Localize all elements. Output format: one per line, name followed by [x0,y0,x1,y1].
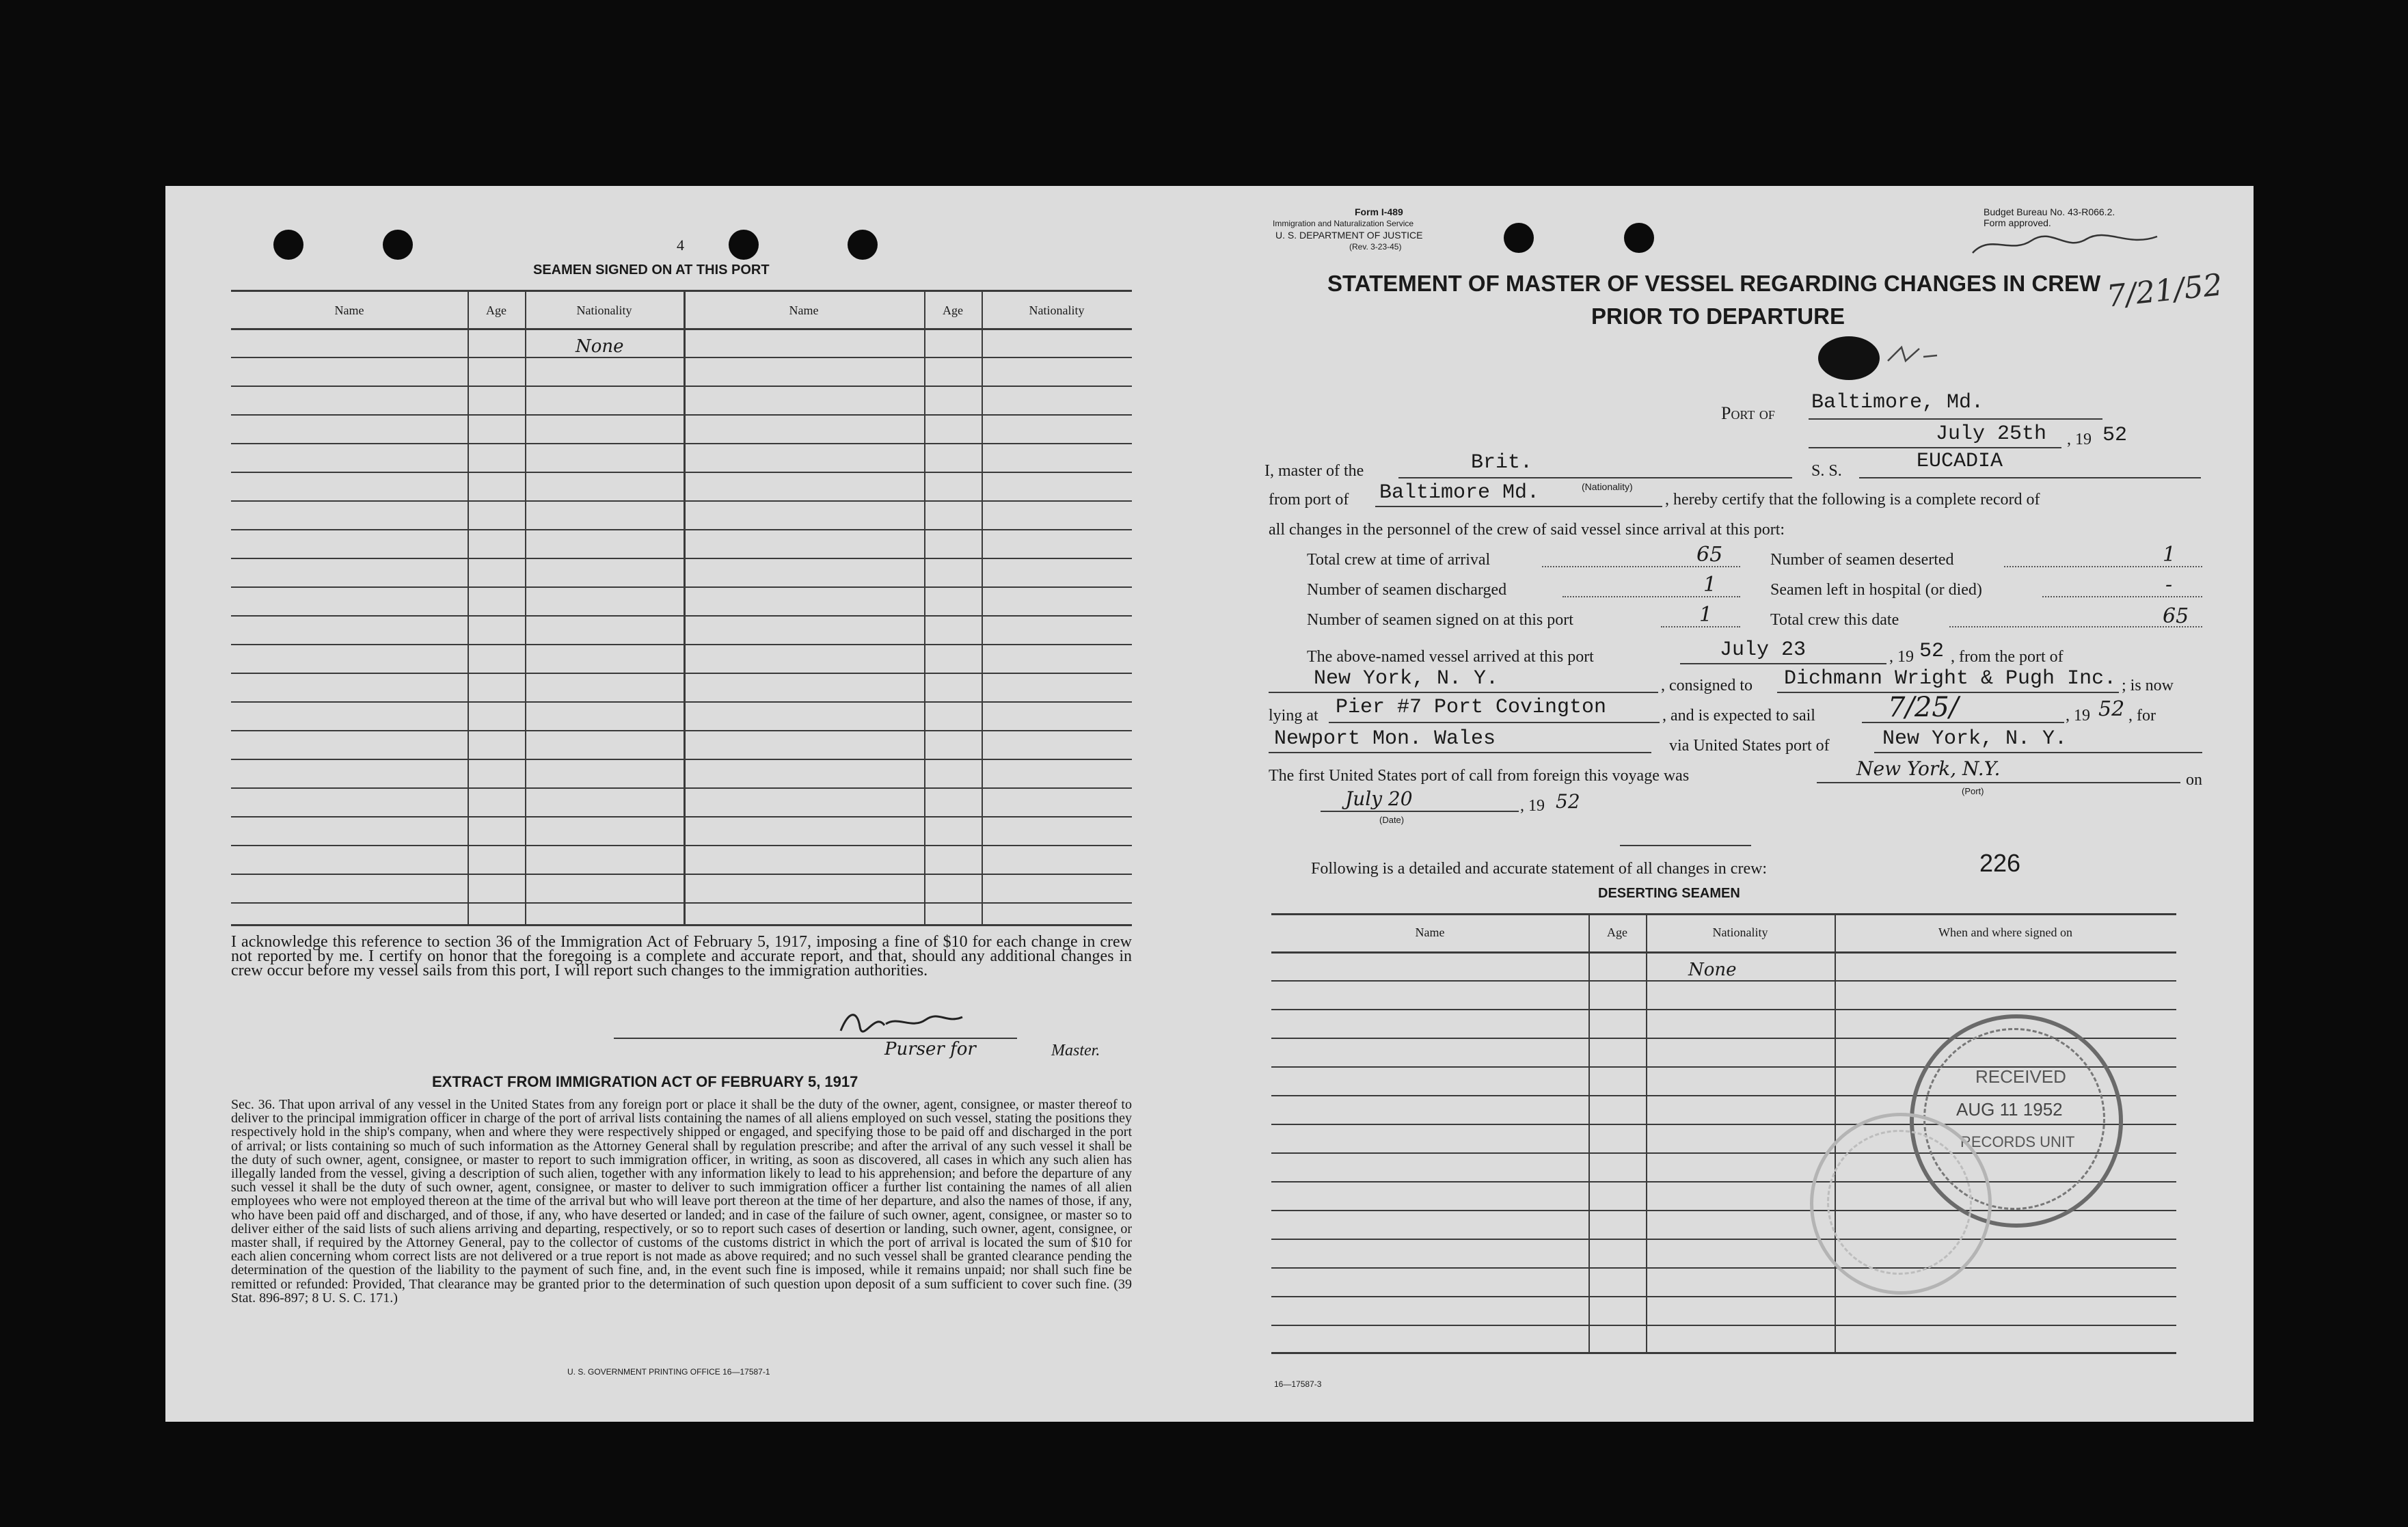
consigned-label: , consigned to [1661,677,1753,694]
port-caption: (Port) [1962,786,1984,796]
nationality-value: Brit. [1471,451,1533,474]
total-crew-date-label: Total crew this date [1770,611,1899,629]
signature-scrawl [837,1006,966,1036]
via-label: via United States port of [1669,737,1830,755]
form-title-line-1: STATEMENT OF MASTER OF VESSEL REGARDING CHANGES IN CREW [1327,271,2101,296]
sail-date-value: 7/25/ [1888,692,1959,723]
binder-hole [1624,223,1654,253]
deserted-value: 1 [2163,543,2176,567]
column-header-name: Name [789,303,819,317]
first-year-value: 52 [1556,790,1580,813]
changes-number: 226 [1979,849,2021,877]
consignee-value: Dichmann Wright & Pugh Inc. [1784,667,2117,690]
revision-date: (Rev. 3-23-45) [1349,242,1402,252]
sail-year-value: 52 [2098,697,2125,721]
following-label: Following is a detailed and accurate statement of all changes in crew: [1311,860,1768,878]
on-label: on [2186,771,2202,789]
stamp-date: AUG 11 1952 [1956,1099,2063,1120]
lying-at-value: Pier #7 Port Covington [1336,696,1607,719]
expected-label: , and is expected to sail [1662,707,1815,725]
form-title-line-2: PRIOR TO DEPARTURE [1591,303,1845,329]
column-header-signed-on: When and where signed on [1938,925,2072,939]
column-header-age: Age [943,303,963,317]
column-header-name: Name [334,303,364,317]
agency-line-1: Immigration and Naturalization Service [1273,219,1414,228]
destination-value: Newport Mon. Wales [1274,727,1496,751]
discharged-value: 1 [1703,573,1717,597]
column-header-age: Age [1607,925,1627,939]
extract-title: EXTRACT FROM IMMIGRATION ACT OF FEBRUARY 5, 1917 [432,1073,858,1090]
budget-bureau: Budget Bureau No. 43-R066.2. [1984,206,2115,217]
from-port-of-label: , from the port of [1951,648,2064,666]
arrived-label: The above-named vessel arrived at this port [1307,648,1594,666]
extract-text: Sec. 36. That upon arrival of any vessel in the United States from any foreign port or place it shall be the duty of the owner, agent, consignee, or master thereof to deliver to the principal immigration officer in charge of the port of arrival lists containing the names of all aliens employed on such vessel, stating the positions they respectively hold in the ship's company, when and where they were respectively shipped or engaged, and specifying those to be paid off and discharged in the port of arrival; or lists containing so much of such information as the Attorney General shall by regulation prescribe; and after the arrival of any such vessel it shall be the duty of such owner, agent, consignee, or master to report to such immigration officer, in writing, as soon as discovered, all cases in which any such alien has illegally landed from the vessel, giving a description of such alien, together with any information likely to lead to his apprehension; and before the departure of any such vessel it shall be the duty of such owner, agent, consignee, or master to deliver to such immigration officer a further list containing the names of all alien employees who were not employed thereon at the time of the arrival but who will leave port thereon at the time of her departure, and also the names of those, if any, who have been paid off and discharged, and of those, if any, who have deserted or landed; and in case of the failure of such owner, agent, consignee, or master so to deliver either of the said lists of such aliens arriving and departing, respectively, or so to report such cases of desertion or landing, such owner, agent, consignee, or master shall, if required by the Attorney General, pay to the collector of customs of the customs district in which the port of arrival is located the sum of $10 for each alien concerning whom correct lists are not delivered or a true report is not made as above required; and no such vessel shall be granted clearance pending the determination of the question of the liability to the payment of such fine, and, in the event such fine is imposed, while it remains unpaid; nor shall such fine be remitted or refunded: Provided, That clearance may be granted prior to the determination of such question upon deposit of a sum sufficient to cover such fine. (39 Stat. 896-897; 8 U. S. C. 171.) [231,1097,1132,1306]
handwritten-date: 7/21/52 [2105,267,2224,314]
hospital-value: - [2165,573,2173,597]
signed-on-value: 1 [1699,603,1713,627]
year-prefix: , 19 [2067,431,2092,448]
section-title: SEAMEN SIGNED ON AT THIS PORT [533,262,770,278]
previous-port-value: New York, N. Y. [1314,667,1499,690]
from-port-label: from port of [1269,491,1349,509]
agency-line-2: U. S. DEPARTMENT OF JUSTICE [1275,230,1423,241]
table-entry-none: None [576,336,624,357]
ink-blot [1818,336,1880,380]
binder-hole [848,230,878,260]
column-header-nationality: Nationality [1029,303,1085,317]
faint-stamp [1810,1113,1992,1295]
via-port-value: New York, N. Y. [1882,727,2068,751]
column-header-age: Age [486,303,506,317]
total-crew-date-value: 65 [2163,604,2189,628]
discharged-label: Number of seamen discharged [1307,581,1507,599]
ss-label: S. S. [1811,462,1842,480]
column-header-nationality: Nationality [576,303,632,317]
sail-year-label: , 19 [2066,707,2090,725]
binder-hole [729,230,759,260]
hospital-label: Seamen left in hospital (or died) [1770,581,1982,599]
binder-hole [273,230,303,260]
for-label: , for [2128,707,2156,725]
acknowledgement-text: I acknowledge this reference to section 36 of the Immigration Act of February 5, 1917, imposing a fine of $10 for each change in crew not reported by me. I certify on honor that the foregoing is a complete and accurate report, and that, should any additional changes in crew occur before my vessel sails from this port, I will report such changes to the immigration authorities. [231,933,1132,979]
handwritten-scrawl [1970,227,2161,261]
total-crew-arrival-value: 65 [1696,543,1723,567]
master-of-label: I, master of the [1264,462,1364,480]
binder-hole [1504,223,1534,253]
arrived-value: July 23 [1720,638,1807,662]
stamp-received: RECEIVED [1975,1066,2066,1087]
table-entry-none: None [1688,960,1737,980]
stamp-records-unit: RECORDS UNIT [1960,1133,2075,1150]
form-approved: Form approved. [1984,217,2051,228]
page-number: 4 [677,237,684,254]
port-of-value: Baltimore, Md. [1811,391,1984,414]
handwritten-mark [1885,340,1940,368]
form-number: Form I-489 [1355,206,1403,217]
column-header-name: Name [1415,925,1445,939]
first-port-label: The first United States port of call from foreign this voyage was [1269,767,1690,785]
from-port-value: Baltimore Md. [1379,481,1540,504]
arrived-year-label: , 19 [1889,648,1914,666]
column-header-nationality: Nationality [1712,925,1768,939]
date-caption: (Date) [1379,815,1405,825]
signature-written-title: Purser for [884,1039,976,1059]
arrived-year-value: 52 [1919,640,1945,663]
lying-at-label: lying at [1269,707,1318,725]
date-value: July 25th [1936,422,2047,446]
year-value: 52 [2102,424,2128,447]
first-date-value: July 20 [1345,787,1413,810]
deserting-title: DESERTING SEAMEN [1598,886,1740,901]
deserted-label: Number of seamen deserted [1770,551,1954,569]
first-port-value: New York, N.Y. [1856,757,2001,780]
port-of-label: Port of [1721,403,1775,423]
footer-code: 16—17587-3 [1274,1379,1322,1389]
certify-tail: , hereby certify that the following is a complete record of [1665,491,2040,509]
document-sheet [165,186,2254,1422]
ship-name-value: EUCADIA [1917,450,2003,473]
is-now-label: ; is now [2122,677,2174,694]
certify-line-2: all changes in the personnel of the crew of said vessel since arrival at this port: [1269,521,1785,539]
signature-label: Master. [1051,1042,1100,1059]
binder-hole [383,230,413,260]
total-crew-arrival-label: Total crew at time of arrival [1307,551,1491,569]
nationality-caption: (Nationality) [1582,481,1633,492]
printing-office-line: U. S. GOVERNMENT PRINTING OFFICE 16—17587-1 [567,1367,770,1377]
first-year-label: , 19 [1520,797,1545,815]
signed-on-label: Number of seamen signed on at this port [1307,611,1573,629]
